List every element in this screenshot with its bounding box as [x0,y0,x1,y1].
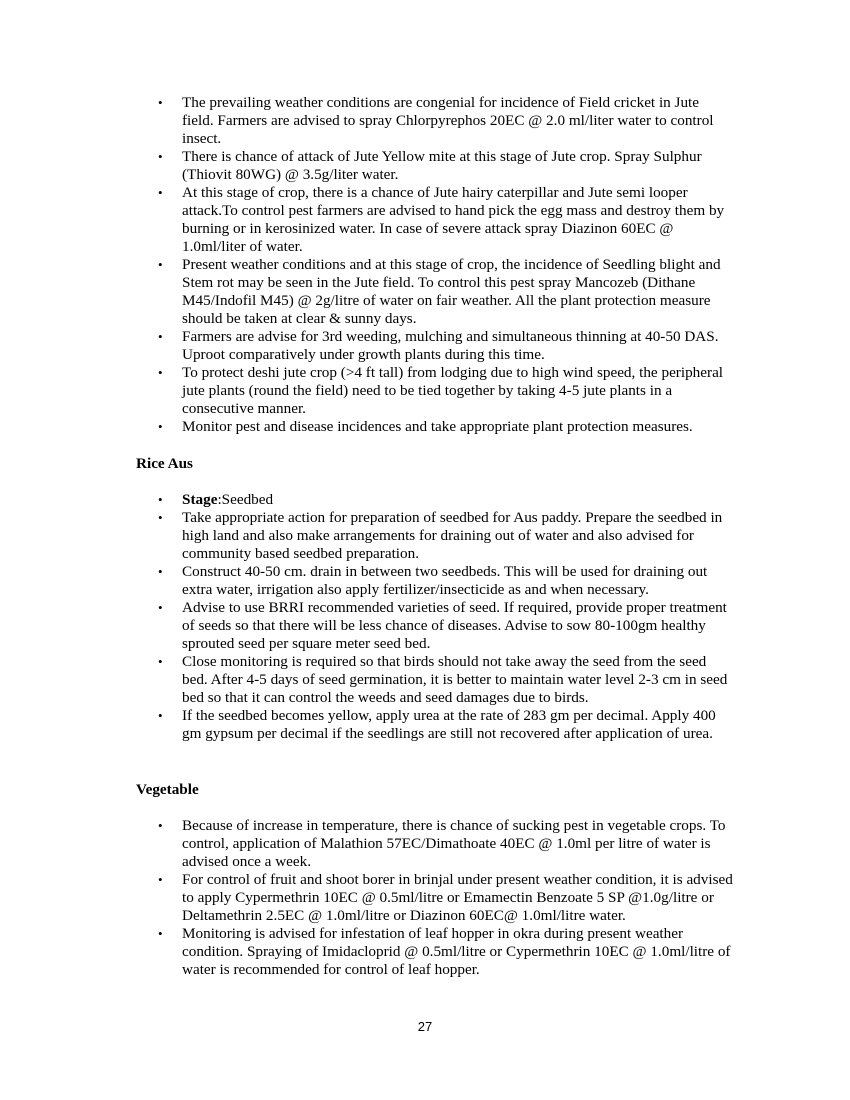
vegetable-advisory-list [158,817,734,979]
list-item: • The prevailing weather conditions are congenial for incidence of Field cricket in Jute field. Farmers are advised to spray Chlorpyrephos 20EC @ 2.0 ml/liter water to control insect. [158,94,714,147]
list-item: • There is chance of attack of Jute Yellow mite at this stage of Jute crop. Spray Sulphur (Thiovit 80WG) @ 3.5g/liter water. [158,148,702,183]
bullet-icon: • [158,419,163,434]
list-item: • For control of fruit and shoot borer in brinjal under present weather condition, it is advised to apply Cypermethrin 10EC @ 0.5ml/litre or Emamectin Benzoate 5 SP @1.0g/litre or Deltamethrin 2.5EC @ 1.0ml/litre or Diazinon 60EC@ 1.0ml/litre water. [158,871,733,924]
bullet-icon: • [158,365,163,380]
list-item: • Take appropriate action for preparation of seedbed for Aus paddy. Prepare the seedbed in high land and also make arrangements for draining out of water and also advised for community based seedbed preparation. [158,509,723,562]
jute-advisory-list [158,94,734,436]
bullet-icon: • [158,510,163,525]
list-item: • At this stage of crop, there is a chance of Jute hairy caterpillar and Jute semi looper attack.To control pest farmers are advised to hand pick the egg mass and destroy them by burning or in kerosinized water. In case of severe attack spray Diazinon 60EC @ 1.0ml/liter of water. [158,184,725,255]
bullet-icon: • [158,185,163,200]
rice-aus-heading: Rice Aus [136,455,193,472]
bullet-icon: • [158,600,163,615]
list-item: • Close monitoring is required so that birds should not take away the seed from the seed bed. After 4-5 days of seed germination, it is better to maintain water level 2-3 cm in seed bed so that it can control the weeds and seed damages due to birds. [158,653,728,706]
stage-item [158,491,734,509]
bullet-icon: • [158,818,163,833]
stage-value: :Seedbed [217,491,274,508]
bullet-icon: • [158,564,163,579]
list-item: • Monitor pest and disease incidences and take appropriate plant protection measures. [158,418,693,435]
bullet-icon: • [158,926,163,941]
list-item: • Present weather conditions and at this stage of crop, the incidence of Seedling blight and Stem rot may be seen in the Jute field. To control this pest spray Mancozeb (Dithane M45/Indofil M45) @ 2g/litre of water on fair weather. All the plant protection measure should be taken at clear & sunny days. [158,256,721,327]
list-item: • Advise to use BRRI recommended varieties of seed. If required, provide proper treatment of seeds so that there will be less chance of diseases. Advise to sow 80-100gm healthy sprouted seed per square meter seed bed. [158,599,727,652]
list-item: • To protect deshi jute crop (>4 ft tall) from lodging due to high wind speed, the peripheral jute plants (round the field) need to be tied together by taking 4-5 jute plants in a consecutive manner. [158,364,724,417]
page-number: 27 [417,1019,433,1034]
bullet-icon: • [158,492,163,507]
stage-label: Stage [182,491,218,508]
vegetable-heading: Vegetable [136,781,199,798]
rice-aus-advisory-list [158,491,734,743]
bullet-icon: • [158,95,163,110]
bullet-icon: • [158,149,163,164]
bullet-icon: • [158,654,163,669]
list-item: • Monitoring is advised for infestation of leaf hopper in okra during present weather condition. Spraying of Imidacloprid @ 0.5ml/litre or Cypermethrin 10EC @ 1.0ml/litre of water is recommended for control of leaf hopper. [158,925,731,978]
bullet-icon: • [158,708,163,723]
bullet-icon: • [158,257,163,272]
list-item: • Construct 40-50 cm. drain in between two seedbeds. This will be used for draining out extra water, irrigation also apply fertilizer/insecticide as and when necessary. [158,563,708,598]
bullet-icon: • [158,872,163,887]
bullet-icon: • [158,329,163,344]
list-item: • If the seedbed becomes yellow, apply urea at the rate of 283 gm per decimal. Apply 400 gm gypsum per decimal if the seedlings are still not recovered after application of urea. [158,707,716,742]
list-item: • Farmers are advise for 3rd weeding, mulching and simultaneous thinning at 40-50 DAS. Uproot comparatively under growth plants during this time. [158,328,719,363]
list-item: • Because of increase in temperature, there is chance of sucking pest in vegetable crops. To control, application of Malathion 57EC/Dimathoate 40EC @ 1.0ml per litre of water is advised once a week. [158,817,726,870]
